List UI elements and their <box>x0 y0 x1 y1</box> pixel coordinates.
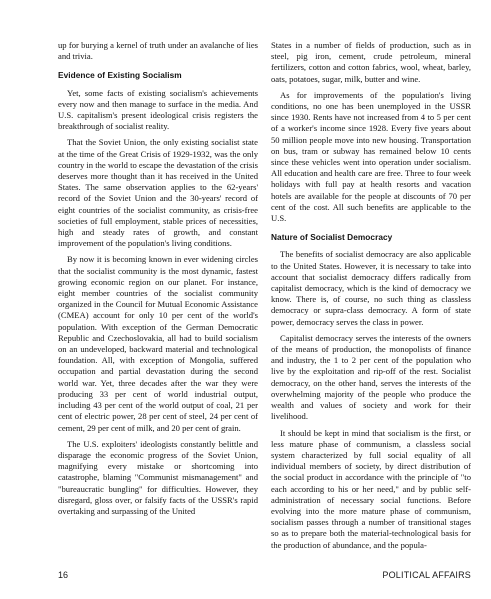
paragraph: By now it is becoming known in ever widening circles that the socialist community is the most dynamic, fastest growing economic region on our planet. For instance, eight member countries of the socialist community organized in the Council for Mutual Economic Assistance (CMEA) account for only 10 per cent of the world's population. With exception of the German Democratic Republic and Czechoslovakia, all had to build socialism on an undeveloped, backward material and technological foundation. All, with exception of Mongolia, suffered occupation and partial devastation during the second world war. Yet, three decades after the war they were producing 33 per cent of world industrial output, including 43 per cent of the world output of coal, 21 per cent of electric power, 28 per cent of steel, 24 per cent of cement, 29 per cent of milk, and 20 per cent of grain. <box>58 254 258 433</box>
paragraph: Capitalist democracy serves the interests of the owners of the means of production, the monopolists of finance and industry, the 1 to 2 per cent of the population who live by the exploitation and rip-off of the rest. Socialist democracy, on the other hand, serves the interests of the overwhelming majority of the people who produce the wealth and values of society and work for their livelihood. <box>271 332 471 422</box>
left-column <box>58 40 258 522</box>
right-column <box>271 40 471 556</box>
journal-title: POLITICAL AFFAIRS <box>382 570 471 580</box>
page-number: 16 <box>58 570 69 580</box>
section-heading: Evidence of Existing Socialism <box>58 70 182 81</box>
paragraph: up for burying a kernel of truth under an avalanche of lies and trivia. <box>58 40 258 62</box>
paragraph: That the Soviet Union, the only existing socialist state at the time of the Great Crisis of 1929-1932, was the only country in the world to escape the devastation of the crisis deserves more thought than it has received in the United States. The same observation applies to the 62-years' record of the Soviet Union and the 30-years' record of eight countries of the socialist community, as crisis-free societies of full employment, stable prices of necessities, high and steady rates of growth, and constant improvement of the population's living conditions. <box>58 137 258 249</box>
paragraph: States in a number of fields of production, such as in steel, pig iron, cement, crude petroleum, mineral fertilizers, cotton and cotton fabrics, wool, wheat, barley, oats, potatoes, sugar, milk, butter and wine. <box>271 40 471 84</box>
paragraph: It should be kept in mind that socialism is the first, or less mature phase of communism, a classless social system characterized by full social equality of all individual members of society, by direct distribution of the social product in accordance with the principle of "to each according to his or her need," and by public self-administration of necessary social functions. Before evolving into the more mature phase of communism, socialism passes through a number of transitional stages so as to prepare both the material-technological basis for the production of abundance, and the popula- <box>271 427 471 550</box>
paragraph: The U.S. exploiters' ideologists constantly belittle and disparage the economic progress of the Soviet Union, magnifying every mistake or shortcoming into catastrophe, blaming "Communist mismanagement" and "bureaucratic bungling" for difficulties. However, they disregard, gloss over, or falsify facts of the USSR's rapid overtaking and surpassing of the United <box>58 438 258 516</box>
page-footer <box>58 570 471 584</box>
paragraph: The benefits of socialist democracy are also applicable to the United States. However, it is necessary to take into account that socialist democracy differs radically from capitalist democracy, which is the kind of democracy we know. There is, of course, no such thing as classless democracy or supra-class democracy. A form of state power, democracy serves the class in power. <box>271 249 471 327</box>
section-heading: Nature of Socialist Democracy <box>271 232 393 243</box>
paragraph: As for improvements of the population's living conditions, no one has been unemployed in the USSR since 1930. Rents have not increased from 4 to 5 per cent of a worker's income since 1928. Every five years about 50 million people move into new housing. Transportation on bus, tram or subway has remained below 10 cents since these vehicles went into operation under socialism. All education and health care are free. Three to four week holidays with full pay at health resorts and vacation hotels are available for the people at discounts of 70 per cent of the cost. All such benefits are applicable to the U.S. <box>271 89 471 224</box>
paragraph: Yet, some facts of existing socialism's achievements every now and then manage to surface in the media. And U.S. capitalism's present ideological crisis registers the breakthrough of socialist reality. <box>58 87 258 132</box>
